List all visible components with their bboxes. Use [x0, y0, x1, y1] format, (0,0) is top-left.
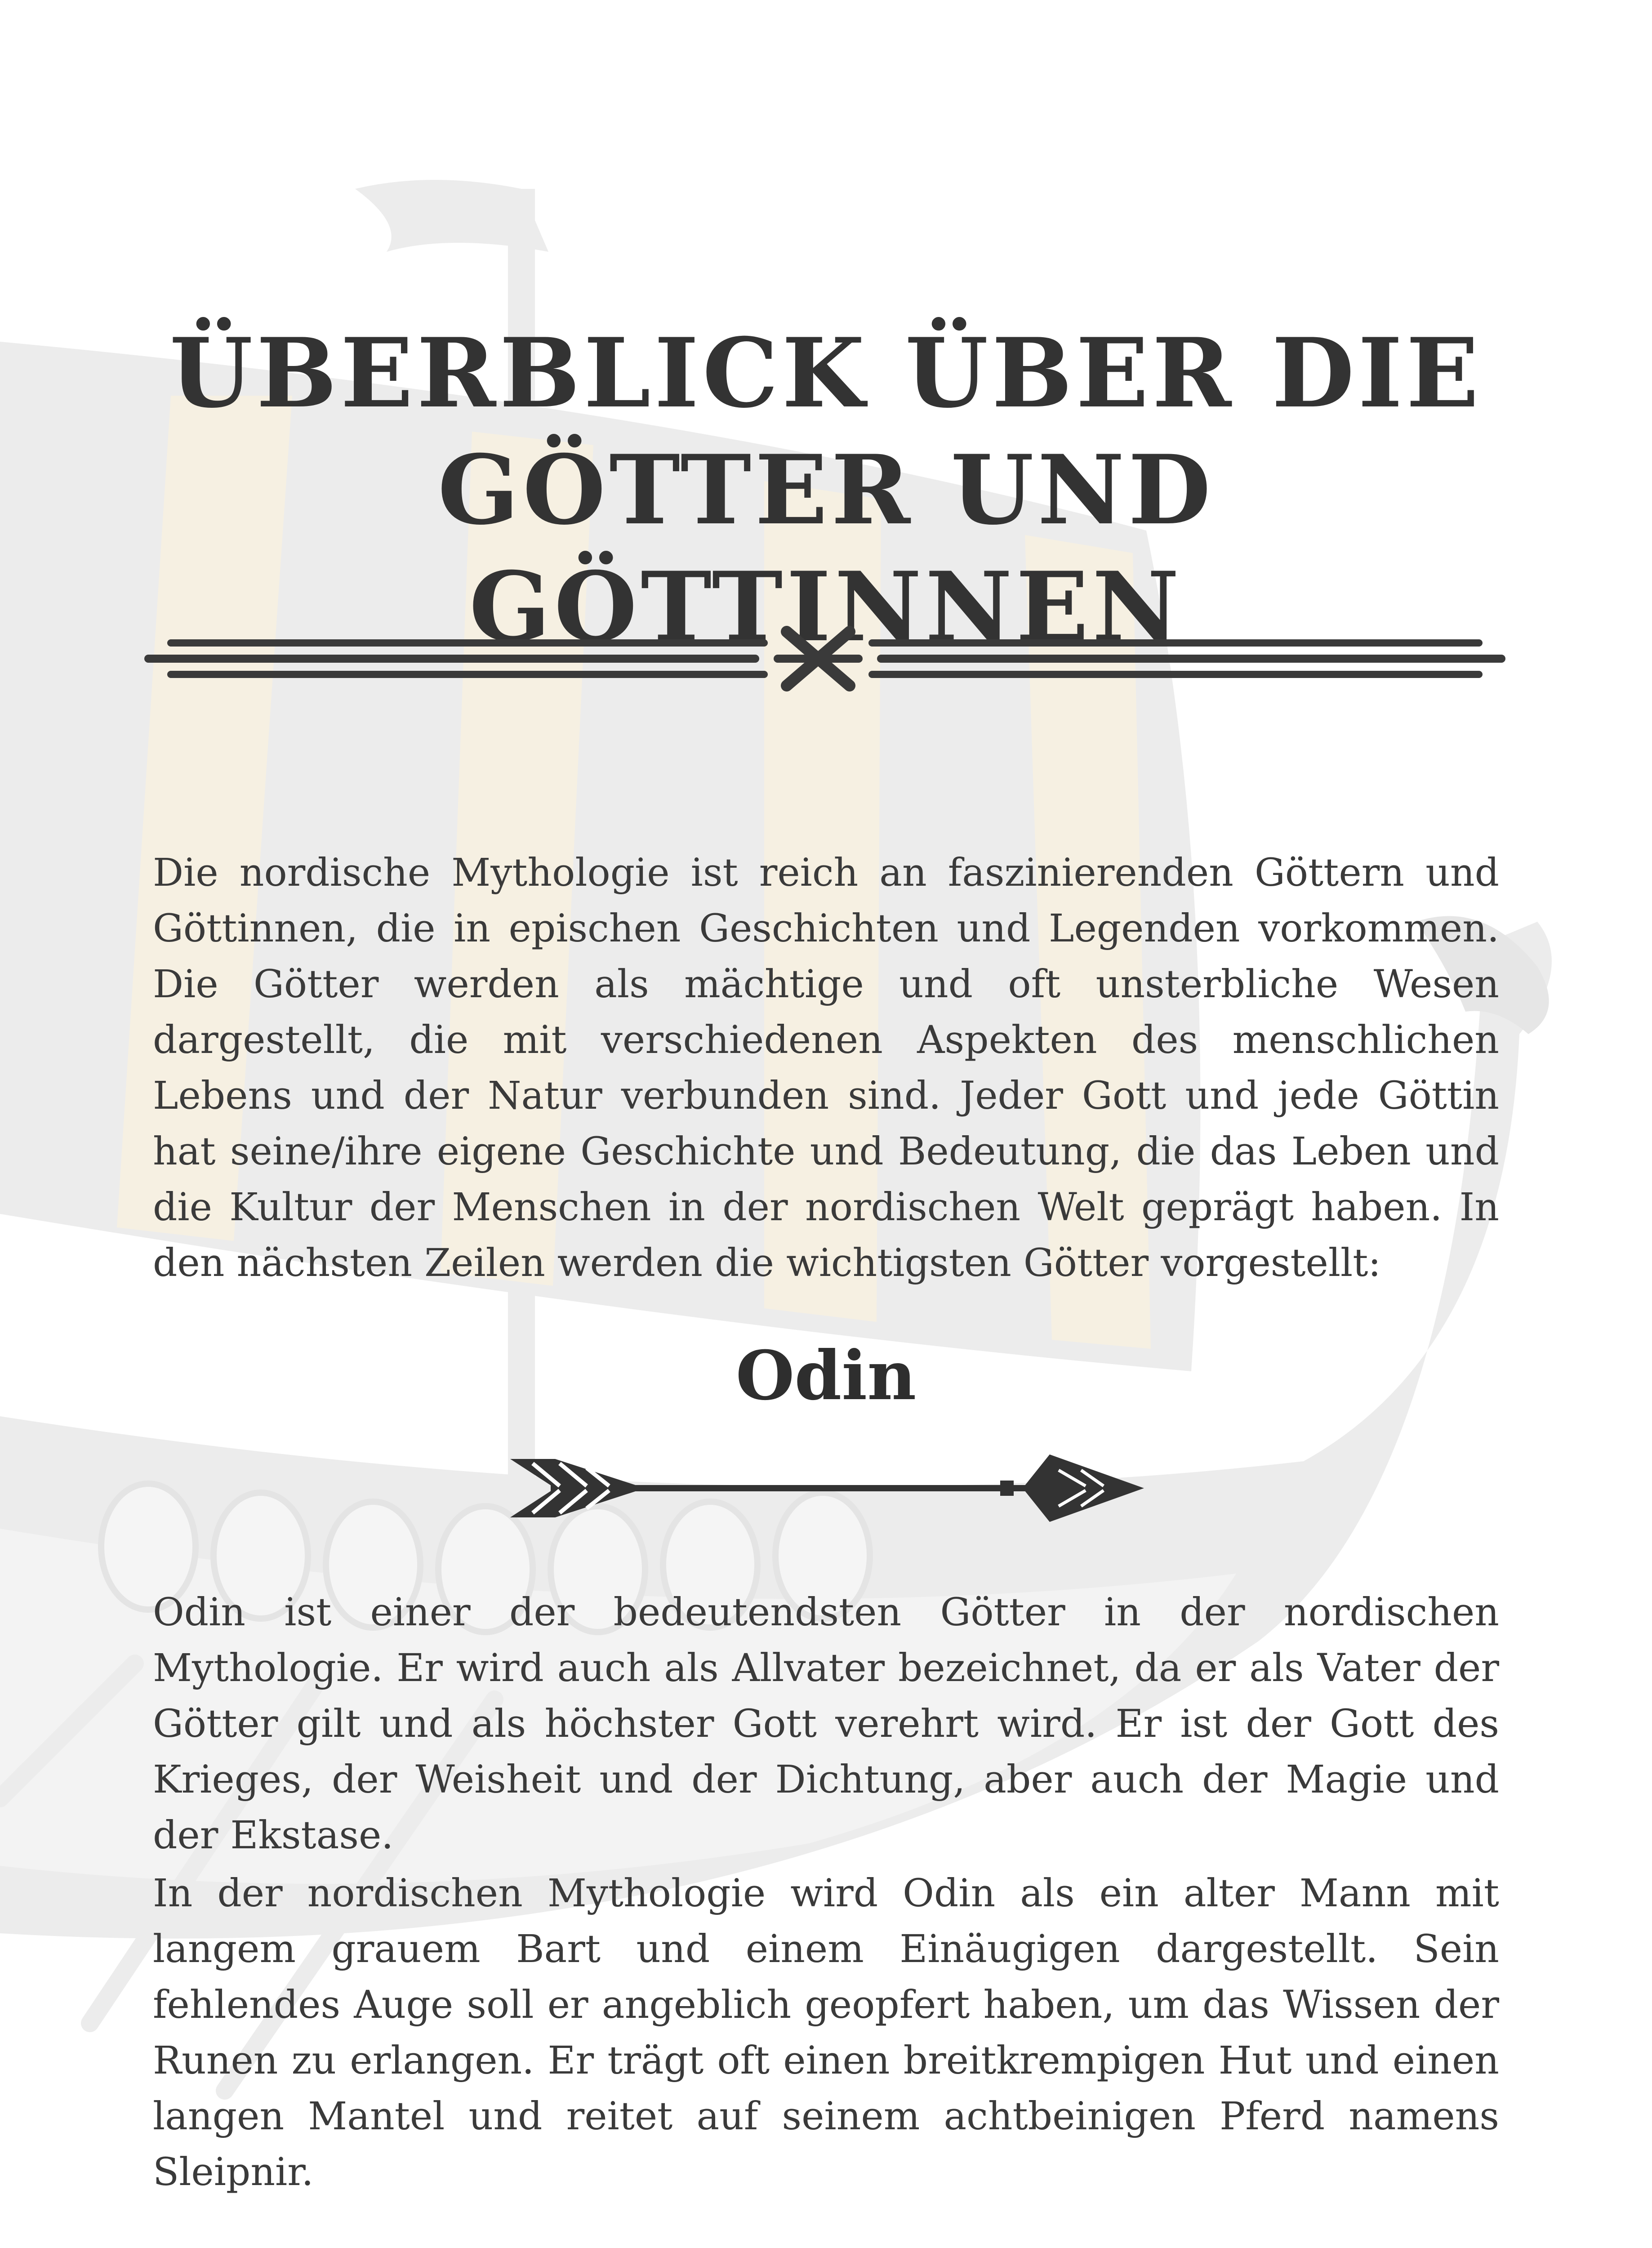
page-title: ÜBERBLICK ÜBER DIE GÖTTER UND GÖTTINNEN	[169, 317, 1483, 663]
intro-paragraph: Die nordische Mythologie ist reich an faszinierenden Göttern und Göttinnen, die in epischen Geschichten und Legenden vorkommen. Die Götter werden als mächtige und oft unsterbliche Wesen dargestellt, die mit verschiedenen Aspekten des menschlichen Lebens und der Natur verbunden sind. Jeder Gott und jede Göttin hat seine/ihre eigene Geschichte und Bedeutung, die das Leben und die Kultur der Menschen in der nordischen Welt geprägt haben. In den nächsten Zeilen werden die wichtigsten Götter vorgestellt:	[153, 851, 1499, 1285]
arrow-icon	[506, 1450, 1146, 1526]
ornamental-divider-icon	[139, 625, 1510, 692]
odin-paragraph-2: In der nordischen Mythologie wird Odin als ein alter Mann mit langem grauem Bart und einem Einäugigen dargestellt. Sein fehlendes Auge soll er angeblich geopfert haben, um das Wissen der Runen zu erlangen. Er trägt oft einen breitkrempigen Hut und einen langen Mantel und reitet auf seinem achtbeinigen Pferd namens Sleipnir.	[153, 1871, 1499, 2194]
section-heading: Odin	[735, 1336, 917, 1415]
odin-paragraph-1: Odin ist einer der bedeutendsten Götter in der nordischen Mythologie. Er wird auch als Allvater bezeichnet, da er als Vater der Götter gilt und als höchster Gott verehrt wird. Er ist der Gott des Krieges, der Weisheit und der Dichtung, aber auch der Magie und der Ekstase.	[153, 1590, 1499, 1858]
